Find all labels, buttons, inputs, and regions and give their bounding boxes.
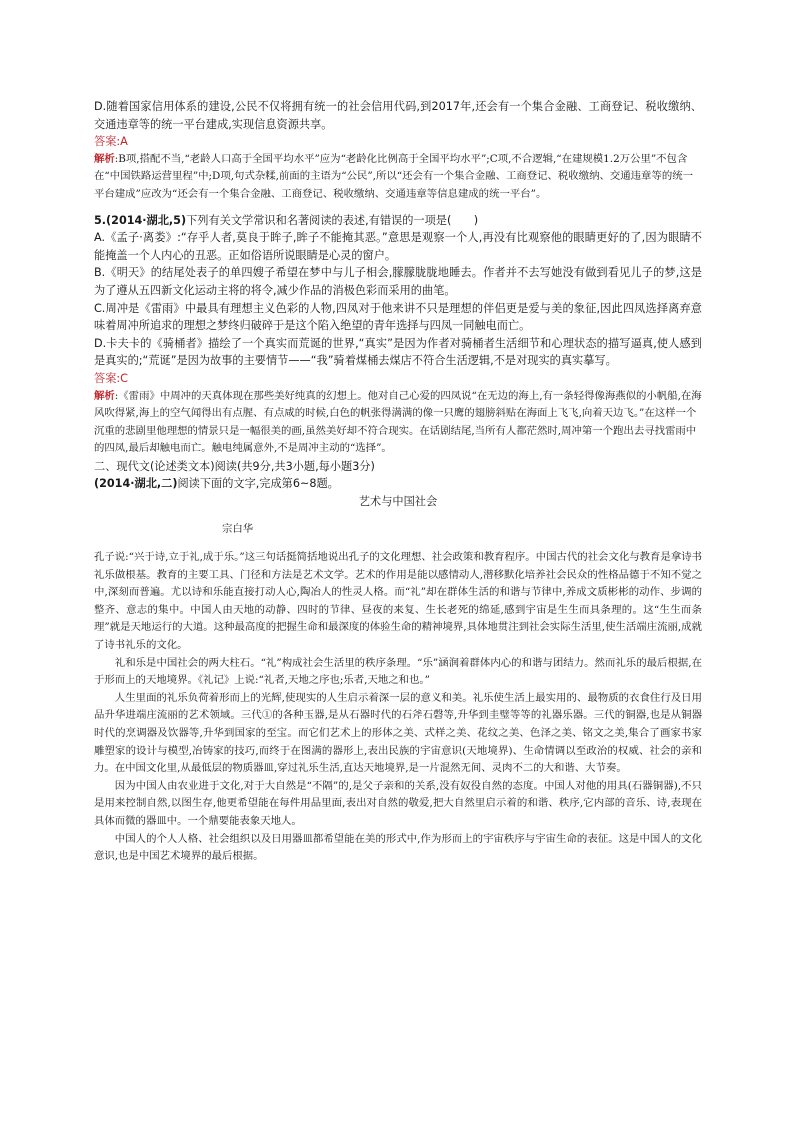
q5-answer [94,370,702,388]
answer-value: :A [116,135,128,149]
question-source: (2014·湖北,5) [106,213,187,227]
analysis-label: 解析 [94,389,115,402]
article-author: 宗白华 [222,523,254,536]
answer-label: 答案 [94,135,117,149]
q5-analysis [94,388,702,458]
q4-answer [94,133,702,151]
question-stem: 下列有关文学常识和名著阅读的表述,有错误的一项是( ) [186,213,479,227]
q5-option-c: C.周冲是《雷雨》中最具有理想主义色彩的人物,四凤对于他来讲不只是理想的伴侣更是爱与美的象征,因此四凤选择离弃意味着周冲所追求的理想之梦终归破碎于是这个陷入绝望的青年选择与四凤一同触电而亡。 [94,301,702,333]
analysis-label: 解析 [94,152,115,165]
q5-stem [94,212,702,230]
q4-option-d: D.随着国家信用体系的建设,公民不仅将拥有统一的社会信用代码,到2017年,还会有一个集合金融、工商登记、税收缴纳、交通违章等的统一平台建成,实现信息资源共享。 [94,100,702,131]
section-heading: 二、现代文(论述类文本)阅读(共9分,共3小题,每小题3分) [94,459,375,473]
q4-analysis [94,151,702,204]
section-instruction [94,475,702,493]
instruction-text: 阅读下面的文字,完成第6~8题。 [177,477,339,491]
analysis-text: :《雷雨》中周冲的天真体现在那些美好纯真的幻想上。他对自己心爱的四凤说“在无边的海上,有一条轻得像海燕似的小帆船,在海风吹得紧,海上的空气闻得出有点腥、有点咸的时候,白色的帆张得满满的像一只鹰的翅膀斜贴在海面上飞飞,向着天边飞。”在这样一个沉重的悲剧里他理想的情景只是一幅很美的画,虽然美好却不符合现实。在话剧结尾,当所有人都茫然时,周冲第一个跑出去寻找雷雨中的四凤,最后却触电而亡。触电纯属意外,不是周冲主动的“选择”。 [94,389,702,455]
answer-label: 答案 [94,371,117,385]
question-number: 5. [94,213,107,227]
article-paragraph: 人生里面的礼乐负荷着形而上的光辉,使现实的人生启示着深一层的意义和美。礼乐使生活上最实用的、最物质的衣食住行及日用品升华进端庄流丽的艺术领域。三代①的各种玉器,是从石器时代的石斧石磬等,升华到圭璧等等的礼器乐器。三代的铜器,也是从铜器时代的烹调器及饮器等,升华到国家的至宝。而它们艺术上的形体之美、式样之美、花纹之美、色泽之美、铭文之美,集合了画家书家雕塑家的设计与模型,冶铸家的技巧,而终于在图满的器形上,表出民族的宇宙意识(天地境界)、生命情调以至政治的权威、社会的亲和力。在中国文化里,从最低层的物质器皿,穿过礼乐生活,直达天地境界,是一片混然无间、灵肉不二的大和谐、大节奏。 [94,691,702,775]
section-source: (2014·湖北,二) [94,477,178,491]
q5-option-d: D.卡夫卡的《骑桶者》描绘了一个真实而荒诞的世界,“真实”是因为作者对骑桶者生活细节和心理状态的描写逼真,使人感到是真实的;“荒诞”是因为故事的主要情节——“我”骑着煤桶去煤店不符合生活逻辑,不是对现实的真实摹写。 [94,336,702,368]
q5-option-b: B.《明天》的结尾处表子的单四嫂子希望在梦中与儿子相会,朦朦胧胧地睡去。作者并不去写她没有做到看见儿子的梦,这是为了遵从五四新文化运动主将的将令,减少作品的消极色彩而采用的曲笔。 [94,266,702,297]
article-paragraph: 礼和乐是中国社会的两大柱石。“礼”构成社会生活里的秩序条理。“乐”涵润着群体内心的和谐与团结力。然而礼乐的最后根据,在于形而上的天地境界。《礼记》上说:“礼者,天地之序也;乐者,天地之和也。” [94,656,702,687]
q5-option-a: A.《孟子·离娄》:“存乎人者,莫良于眸子,眸子不能掩其恶。”意思是观察一个人,再没有比观察他的眼睛更好的了,因为眼睛不能掩盖一个人内心的丑恶。正如俗语所说眼睛是心灵的窗户。 [94,231,702,262]
document-page [94,98,702,866]
article-paragraph: 孔子说:“兴于诗,立于礼,成于乐。”这三句话挺简括地说出孔子的文化理想、社会政策和教育程序。中国古代的社会文化与教育是拿诗书礼乐做根基。教育的主要工具、门径和方法是艺术文学。艺术的作用是能以感情动人,潜移默化培养社会民众的性格品德于不知不觉之中,深刻而普遍。尤以诗和乐能直接打动人心,陶冶人的性灵人格。而“礼”却在群体生活的和谐与节律中,养成文质彬彬的动作、步调的整齐、意志的集中。中国人由天地的动静、四时的节律、昼夜的来复、生长老死的绵延,感到宇宙是生生而具条理的。这“生生而条理”就是天地运行的大道。这种最高度的把握生命和最深度的体验生命的精神境界,具体地贯注到社会实际生活里,使生活端庄流丽,成就了诗书礼乐的文化。 [94,551,702,651]
article-paragraph: 中国人的个人人格、社会组织以及日用器皿都希望能在美的形式中,作为形而上的宇宙秩序与宇宙生命的表征。这是中国人的文化意识,也是中国艺术境界的最后根据。 [94,832,702,863]
analysis-text: :B项,搭配不当,“老龄人口高于全国平均水平”应为“老龄化比例高于全国平均水平”;C项,不合逻辑,“在建规模1.2万公里”不包含在“中国铁路运营里程”中;D项,句式杂糅,前面的主语为“公民”,所以“还会有一个集合金融、工商登记、税收缴纳、交通违章等的统一平台建成”应改为“还会有一个集合金融、工商登记、税收缴纳、交通违章等信息建成的统一平台”。 [94,152,693,200]
article-title: 艺术与中国社会 [358,495,438,509]
article-paragraph: 因为中国人由农业进于文化,对于大自然是“不隔”的,是父子亲和的关系,没有奴役自然的态度。中国人对他的用具(石器铜器),不只是用来控制自然,以图生存,他更希望能在每件用品里面,表出对自然的敬爱,把大自然里启示着的和谐、秩序,它内部的音乐、诗,表现在具体而微的器皿中。一个鼎要能表象天地人。 [94,779,702,827]
answer-value: :C [116,371,128,385]
